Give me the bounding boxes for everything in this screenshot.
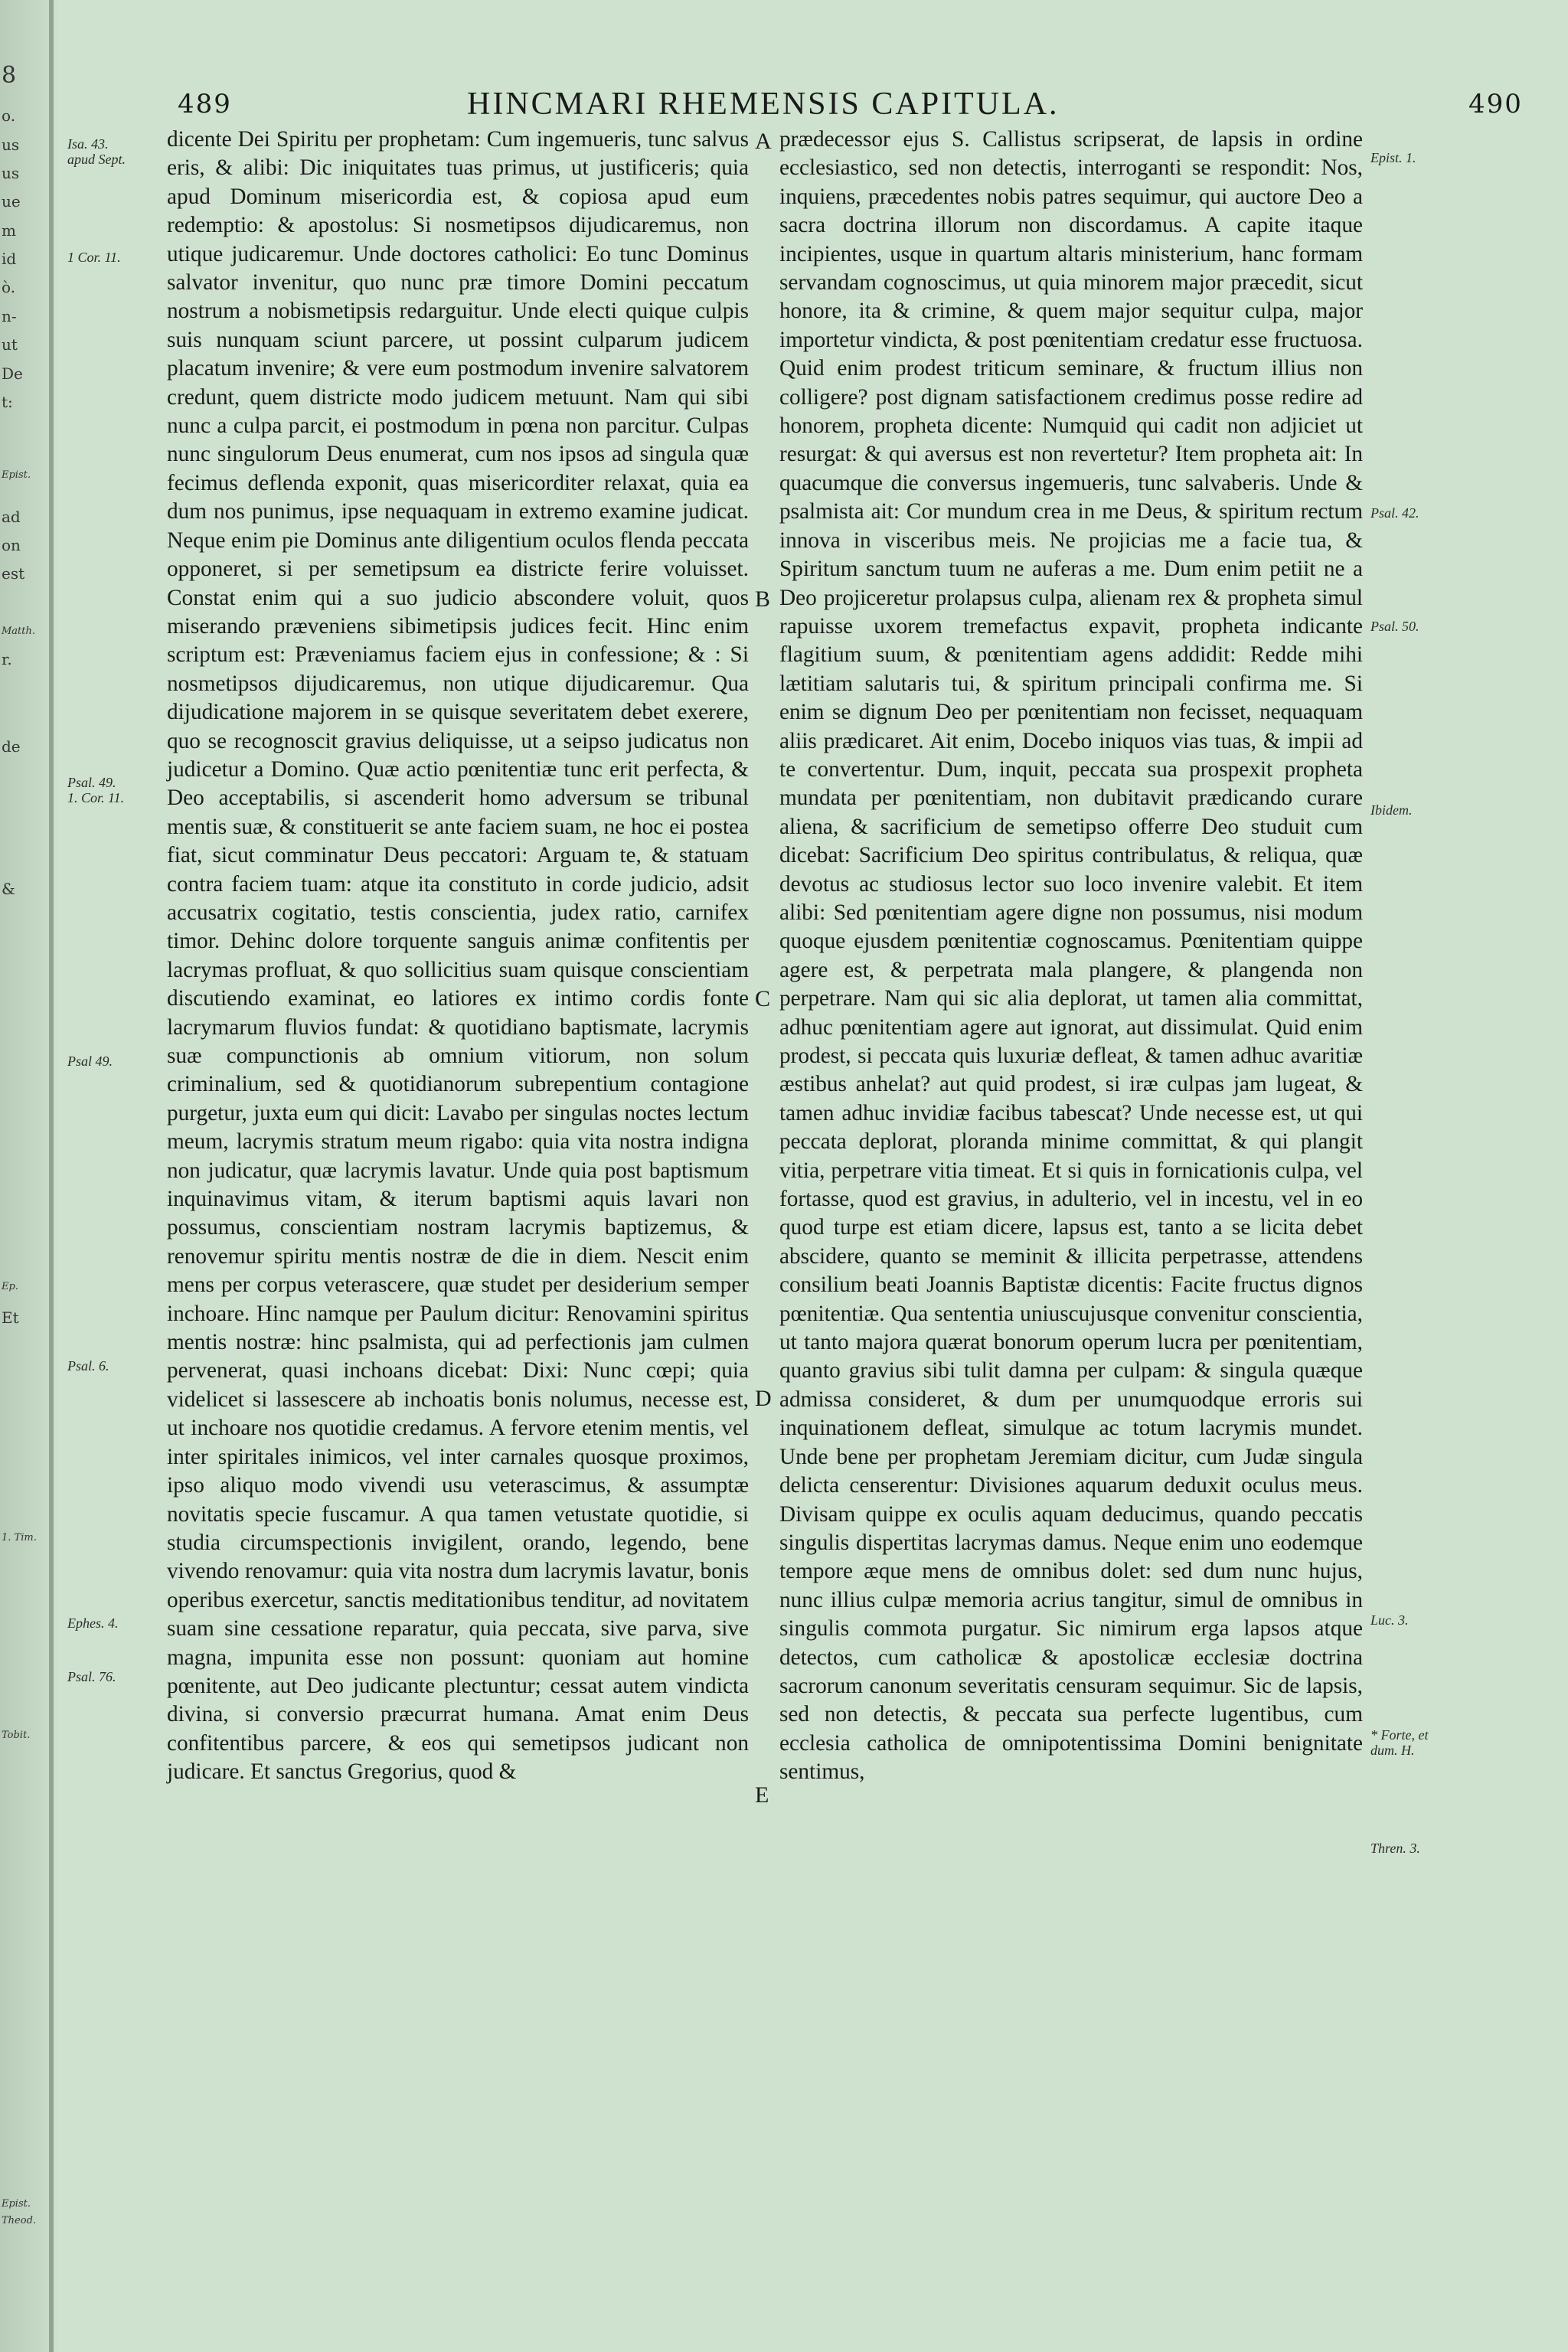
prev-page-fragment: n- [2,307,17,325]
prev-page-fragment: de [2,737,21,756]
right-text-column [779,126,1363,1787]
margin-citation: Ibidem. [1370,802,1413,818]
prev-page-fragment: & [2,880,15,898]
prev-page-fragment: Et [2,1308,19,1327]
margin-citation: Psal. 6. [67,1358,109,1374]
left-page-number: 489 [178,89,232,119]
margin-citation: Luc. 3. [1370,1612,1409,1628]
prev-page-fragment: id [2,250,17,268]
margin-citation: Psal. 42. [1370,505,1419,521]
body-text: prædecessor ejus S. Callistus scripserat, de lapsis in ordine ecclesiastico, sed non detectis, interroganti se respondit: Nos, inquiens, præcedentes nobis patres sequimur, qui auctore Deo a sacra doctrina illorum non discordamus. A capite itaque incipientes, usque in quartum altaris ministerium, hanc formam servandam cognoscimus, ut quia minorem major præcedit, sicut honore, ita & crimine, & quem major sequitur culpa, major importetur vindicta, & post pœnitentiam credatur esse fructuosa. Quid enim prodest triticum seminare, & fructum illius non colligere? post dignam satisfactionem credimus posse redire ad honorem, propheta dicente: Numquid qui cadit non adjiciet ut resurgat: & qui aversus est non revertetur? Item propheta ait: In quacumque die conversus ingemueris, tunc salvaberis. Unde & psalmista ait: Cor mundum crea in me Deus, & spiritum rectum innova in visceribus meis. Ne projicias me a facie tua, & Spiritum sanctum tuum ne auferas a me. Dum enim petiit ne a Deo projiceretur prolapsus culpa, alienam rex & propheta simul rapuisse uxorem tremefactus expavit, propheta indicante flagitium suum, & pœnitentiam agens addidit: Redde mihi lætitiam salutaris tui, & spiritum principali confirma me. Si enim se dignum Deo per pœnitentiam non fecisset, nequaquam aliis prædicaret. Ait enim, Docebo iniquos vias tuas, & impii ad te convertentur. Dum, inquit, peccata sua prospexit propheta mundata per pœnitentiam, non dubitavit prædicando curare aliena, & sacrificium de semetipso offerre Deo studuit cum dicebat: Sacrificium Deo spiritus contribulatus, & reliqua, quæ devotus ac studiosus lector suo loco invenire valebit. Et item alibi: Sed pœnitentiam agere digne non possumus, nisi modum quoque ejusdem pœnitentiæ cognoscamus. Pœnitentiam quippe agere est, & perpetrata mala plangere, & plangenda non perpetrare. Nam qui sic alia deplorat, ut tamen alia committat, adhuc pœnitentiam agere aut ignorat, aut dissimulat. Quid enim prodest, si peccata quis luxuriæ defleat, & tamen adhuc avaritiæ æstibus anhelat? aut quid prodest, si iræ culpas jam lugeat, & tamen adhuc invidiæ facibus tabescat? Unde necesse est, ut qui peccata deplorat, ploranda minime committat, & qui plangit vitia, perpetrare vitia timeat. Et si quis in fornicationis culpa, vel fortasse, quod est gravius, in adulterio, vel in incestu, vel in eo quod turpe est etiam dicere, lapsus est, tanto a se licita debet abscidere, quanto se meminit & illicita perpetrasse, attendens consilium beati Joannis Baptistæ dicentis: Facite fructus dignos pœnitentiæ. Qua sententia uniuscujusque convenitur conscientia, ut tanto majora quærat bonorum operum lucra per pœnitentiam, quanto gravius sibi tulit damna per culpam: & singula quæque admissa consideret, & dum per unumquodque erroris sui inquinationem defleat, simulque ac totum lacrymis mundet. Unde bene per prophetam Jeremiam dicitur, cum Judæ singula delicta censerentur: Divisiones aquarum deduxit oculus meus. Divisam quippe ex oculis aquam deducimus, quando peccatis singulis dispertitas lacrymas damus. Neque enim uno eodemque tempore æque mens de omnibus dolet: sed dum nunc hujus, nunc illius culpæ memoria acrius tangitur, simul de omnibus in singulis commota purgatur. Sic nimirum erga lapsos atque detectos, cum catholicæ & apostolicæ ecclesiæ doctrina sacrorum canonum severitatis censuram sequimur. Sic de lapsis, sed non detectis, & peccata sua perfecte lugentibus, cum ecclesia catholica de omnipotentissima Domini benignitate sentimus, [779,127,1363,1785]
section-letter: D [755,1386,772,1411]
prev-page-fragment: t: [2,393,13,411]
prev-page-fragment: ue [2,192,21,211]
prev-page-fragment: on [2,536,21,554]
margin-citation: * Forte, et [1370,1727,1429,1743]
prev-page-fragment: us [2,164,20,182]
prev-page-fragment: ut [2,335,18,354]
prev-page-fragment: m [2,221,16,240]
margin-citation: Isa. 43. [67,136,109,152]
body-text: dicente Dei Spiritu per prophetam: Cum ingemueris, tunc salvus eris, & alibi: Dic iniquitates tuas primus, ut justificeris; quia apud Dominum misericordia est, & copiosa apud eum redemptio: & apostolus: Si nosmetipsos dijudicaremus, non utique judicaremur. Unde doctores catholici: Eo tunc Dominus salvator invenitur, quo nunc præ timore Domini peccatum nostrum a nobismetipsis redarguitur. Unde electi quique culpis suis nunquam sciunt parcere, ut possint culparum judicem placatum invenire; & vere eum postmodum invenire salvatorem credunt, quem districte modo judicem metuunt. Nam qui sibi nunc a culpa parcit, ei postmodum in pœna non parcitur. Culpas nunc singulorum Deus enumerat, cum nos ipsos ad singula quæ fecimus deflenda exponit, quas misericorditer relaxat, quia ea dum nos punimus, ipse nequaquam in extremo examine judicat. Neque enim pie Dominus ante diligentium oculos flenda peccata opponeret, si per semetipsum ea districte ferire voluisset. Constat enim qui a suo judicio abscondere voluit, quos miserando præveniens sibimetipsis judices fecit. Hinc enim scriptum est: Præveniamus faciem ejus in confessione; & : Si nosmetipsos dijudicaremus, non utique dijudicaremur. Qua dijudicatione majorem in se quisque severitatem debet exerere, quo se recognoscit gravius deliquisse, ut a seipso judicatus non judicetur a Domino. Quæ actio pœnitentiæ tunc erit perfecta, & Deo acceptabilis, si ascenderit homo adversum se tribunal mentis suæ, & constituerit se ante faciem suam, ne hoc ei postea fiat, sicut comminatur Deus peccatori: Arguam te, & statuam contra faciem tuam: atque ita constituto in corde judicio, adsit accusatrix cogitatio, testis conscientia, judex ratio, carnifex timor. Dehinc dolore torquente sanguis animæ confitentis per lacrymas profluat, & quo sollicitius suam quisque conscientiam discutiendo examinat, eo latiores ex intimo cordis fonte lacrymarum fluvios fundat: & quotidiano baptismate, lacrymis suæ compunctionis ab omnium vitiorum, non solum criminalium, sed & quotidianorum subrepentium contagione purgetur, juxta eum qui dicit: Lavabo per singulas noctes lectum meum, lacrymis stratum meum rigabo: quia vita nostra indigna non judicatur, quæ lacrymis lavatur. Unde quia post baptismum inquinavimus vitam, & iterum baptismi aquis lavari non possumus, conscientiam nostram lacrymis baptizemus, & renovemur spiritu mentis nostræ de die in diem. Nescit enim mens per corpus veterascere, quæ studet per desiderium semper inchoare. Hinc namque per Paulum dicitur: Renovamini spiritus mentis nostræ: hinc psalmista, qui ad perfectionis jam culmen pervenerat, quasi inchoans dicebat: Dixi: Nunc cœpi; quia videlicet si lassescere ab inchoatis bonis nolumus, necesse est, ut inchoare nos quotidie credamus. A fervore etenim mentis, vel inter spiritales inimicos, vel inter carnales quosque proximos, ipso aliquo modo vivendi usu veterascimus, & assumptæ novitatis specie fuscamur. A qua tamen vetustate quotidie, si studia circumspectionis invigilent, orando, legendo, bene vivendo renovamur: quia vita nostra dum lacrymis lavatur, bonis operibus exercetur, sanctis meditationibus tenditur, ad novitatem suam sine cessatione reparatur, quia peccata, sive parva, sive magna, impunita esse non possunt: quoniam aut homine pœnitente, aut Deo judicante plectuntur; cessat autem vindicta divina, si conversio præcurrat humana. Amat enim Deus confitentibus parcere, & eos qui semetipsos judicant non judicare. Et sanctus Gregorius, quod & [167,127,749,1785]
margin-citation: Epist. 1. [1370,150,1416,165]
margin-citation: Thren. 3. [1370,1841,1420,1856]
page-header [0,83,1568,129]
prev-page-fragment: r. [2,650,12,668]
margin-citation: Ephes. 4. [67,1615,119,1631]
prev-page-fragment: Epist. [2,469,31,481]
margin-citation: Psal. 50. [1370,619,1419,634]
margin-citation: Psal 49. [67,1054,113,1069]
section-letter: A [755,129,772,154]
prev-page-fragment: 1. Tim. [2,1532,37,1544]
prev-page-fragment: De [2,364,23,383]
section-letter: E [755,1782,769,1808]
section-letter: C [755,986,771,1011]
margin-citation: 1. Cor. 11. [67,790,125,805]
prev-page-fragment: 8 [2,62,17,89]
prev-page-fragment: o. [2,106,16,125]
prev-page-fragment: Tobit. [2,1730,31,1741]
book-spine-shadow [49,0,54,2352]
right-page-number: 490 [1468,89,1523,119]
prev-page-fragment: Ep. [2,1281,18,1292]
prev-page-fragment: ad [2,508,21,526]
left-text-column [167,126,749,1787]
prev-page-fragment: est [2,564,25,583]
prev-page-fragment: ò. [2,278,16,296]
prev-page-fragment: Epist. Theod. [2,2198,37,2226]
prev-page-fragment: Matth. [2,626,36,637]
margin-citation: Psal. 49. [67,775,116,790]
margin-citation: Psal. 76. [67,1669,116,1684]
running-title: HINCMARI RHEMENSIS CAPITULA. [467,87,1060,122]
margin-citation: apud Sept. [67,152,126,167]
section-letter: B [755,586,771,612]
margin-citation: 1 Cor. 11. [67,250,121,265]
margin-citation: dum. H. [1370,1743,1415,1758]
prev-page-fragment: us [2,136,20,154]
